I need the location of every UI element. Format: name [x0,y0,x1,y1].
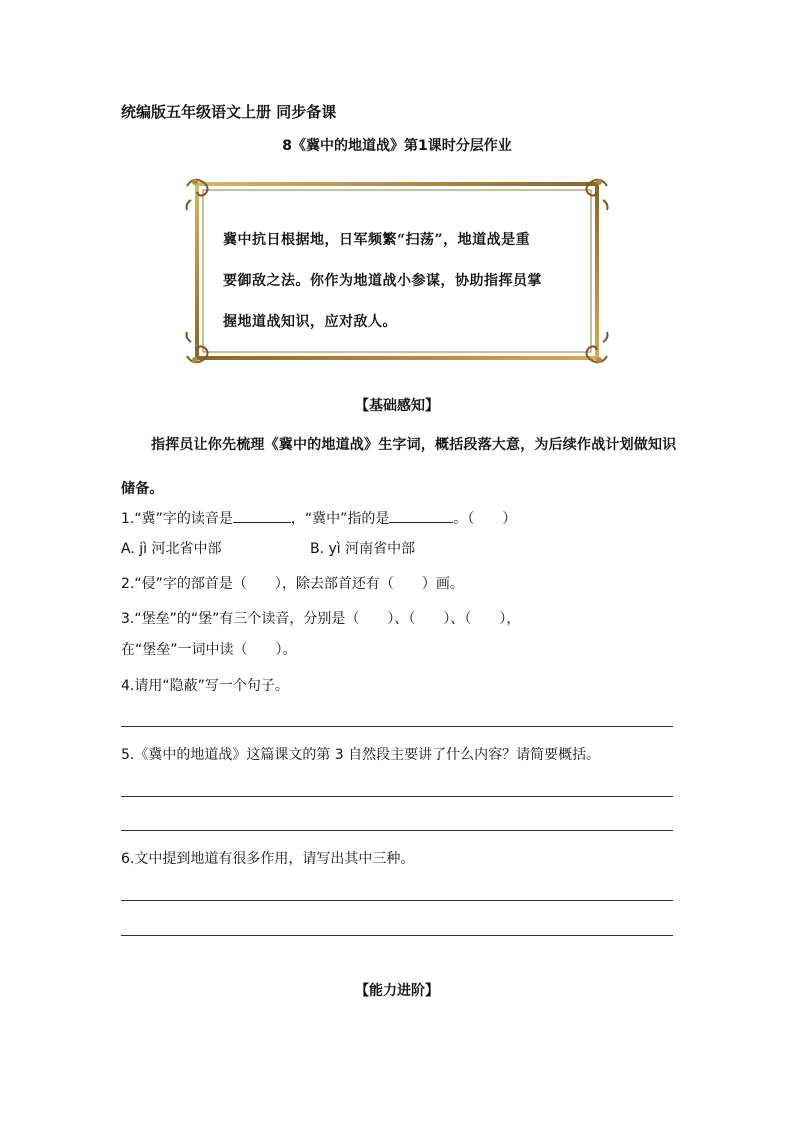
answer-line[interactable] [121,726,673,727]
scenario-line: 要御敌之法。你作为地道战小参谋，协助指挥员掌 [223,273,542,289]
document-header: 统编版五年级语文上册 同步备课 [121,103,337,121]
answer-line[interactable] [121,935,673,936]
section-intro: 指挥员让你先梳理《冀中的地道战》生字词，概括段落大意，为后续作战计划做知识储备。 [121,437,677,497]
scenario-text [223,220,583,343]
question-3-line-2: 在“堡垒”一词中读（ ）。 [121,642,297,658]
question-6: 6.文中提到地道有很多作用，请写出其中三种。 [121,851,415,867]
answer-line[interactable] [121,900,673,901]
answer-line[interactable] [121,830,673,831]
answer-blank[interactable] [389,508,453,523]
question-4: 4.请用“隐蔽”写一个句子。 [121,678,289,694]
question-1-option-b[interactable]: B. yì 河南省中部 [310,541,416,557]
question-2: 2.“侵”字的部首是（ ），除去部首还有（ ）画。 [121,576,464,592]
section-title-advanced: 【能力进阶】 [355,983,439,999]
question-5: 5.《冀中的地道战》这篇课文的第 3 自然段主要讲了什么内容？请简要概括。 [121,747,601,763]
scenario-line: 握地道战知识，应对敌人。 [223,314,397,330]
scenario-line: 冀中抗日根据地，日军频繁“扫荡”，地道战是重 [223,232,531,248]
decorative-frame [183,174,611,368]
section-title-basic: 【基础感知】 [355,398,439,414]
answer-blank[interactable] [233,508,291,523]
answer-line[interactable] [121,796,673,797]
question-1: 1.“冀”字的读音是 ，“冀中”指的是 。（ ） [121,508,516,529]
question-1-option-a[interactable]: A. jì 河北省中部 [121,541,222,557]
page-title: 8《冀中的地道战》第1课时分层作业 [282,138,512,154]
question-3-line-1: 3.“堡垒”的“堡”有三个读音，分别是（ ）、（ ）、（ ）， [121,611,521,627]
